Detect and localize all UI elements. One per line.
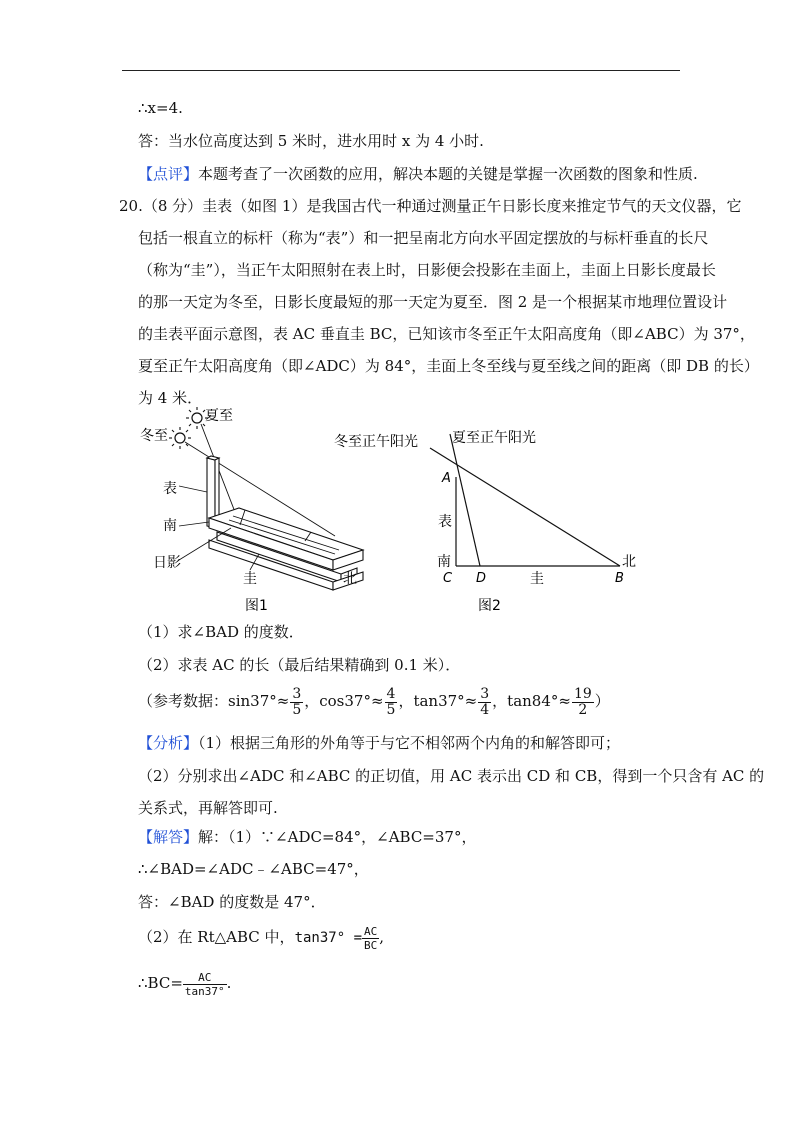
formula-text: tan37° = xyxy=(294,930,362,946)
ref-text: ） xyxy=(594,692,610,710)
figure-2-caption: 图2 xyxy=(478,598,501,614)
question-line: 为 4 米． xyxy=(138,389,203,407)
question-line: 的圭表平面示意图，表 AC 垂直圭 BC，已知该市冬至正午太阳高度角（即∠ABC）为 37°， xyxy=(138,325,755,343)
solution-text: ∴BC= xyxy=(138,974,183,992)
ref-text: ，cos37°≈ xyxy=(304,692,384,710)
label-winter-light: 冬至正午阳光 xyxy=(334,434,418,450)
label-xiazhi: 夏至 xyxy=(205,408,233,424)
question-line: 的那一天定为冬至，日影长度最短的那一天定为夏至．图 2 是一个根据某市地理位置设计 xyxy=(138,293,728,311)
fraction: $\frac{AC}{BC}$ xyxy=(364,924,378,952)
label-bei: 北 xyxy=(343,571,357,587)
point-a-label: A xyxy=(442,471,451,486)
review-tag: 【点评】 xyxy=(138,165,199,183)
text-line: 答：当水位高度达到 5 米时，进水用时 x 为 4 小时. xyxy=(138,132,484,150)
fraction: $\frac{AC}{\tan 37^\circ}$ xyxy=(184,970,225,998)
solution-line xyxy=(138,827,476,847)
subquestion-2: （2）求表 AC 的长（最后结果精确到 0.1 米）． xyxy=(138,656,461,674)
solution-line: ∴∠BAD=∠ADC﹣∠ABC=47°， xyxy=(138,860,369,878)
pointer-line xyxy=(179,522,209,526)
figure-2 xyxy=(330,420,660,620)
ref-text: （参考数据：sin37°≈ xyxy=(138,692,290,710)
fraction: $\frac{3}{4}$ xyxy=(480,685,490,718)
analysis-line: （2）分别求出∠ADC 和∠ABC 的正切值，用 AC 表示出 CD 和 CB，得到一个只含有 AC 的 xyxy=(138,767,765,785)
solution-text: , xyxy=(379,928,385,946)
label-summer-light: 夏至正午阳光 xyxy=(452,430,536,446)
ref-text: ，tan37°≈ xyxy=(398,692,478,710)
question-line: （称为“圭”），当正午太阳照射在表上时，日影便会投影在圭面上，圭面上日影长度最长 xyxy=(138,261,716,279)
question-line: 20.（8 分）圭表（如图 1）是我国古代一种通过测量正午日影长度来推定节气的天文仪器，它 xyxy=(119,197,742,215)
solution-line xyxy=(138,920,384,955)
label-biao: 表 xyxy=(438,514,452,530)
fraction: $\frac{4}{5}$ xyxy=(386,685,396,718)
point-d-label: D xyxy=(476,571,487,586)
point-b-label: B xyxy=(615,571,624,586)
label-bei: 北 xyxy=(622,554,636,570)
point-c-label: C xyxy=(443,571,453,586)
summer-light-line xyxy=(450,434,480,566)
solution-text: . xyxy=(226,974,232,992)
winter-light-line xyxy=(430,448,620,566)
solution-text: （2）在 Rt△ABC 中， xyxy=(138,928,295,946)
label-biao: 表 xyxy=(163,481,177,497)
sun-winter-icon xyxy=(169,427,191,449)
question-line: 夏至正午太阳高度角（即∠ADC）为 84°，圭面上冬至线与夏至线之间的距离（即 DB 的长） xyxy=(138,357,759,375)
analysis-text: （1）根据三角形的外角等于与它不相邻两个内角的和解答即可； xyxy=(198,734,621,752)
label-dongzhi: 冬至 xyxy=(140,428,168,444)
label-gui: 圭 xyxy=(530,571,544,587)
question-line: 包括一根直立的标杆（称为“表”）和一把呈南北方向水平固定摆放的与标杆垂直的长尺 xyxy=(138,229,709,247)
header-rule xyxy=(122,70,680,71)
solution-text: 解：（1）∵∠ADC=84°，∠ABC=37°， xyxy=(198,828,477,846)
solution-line xyxy=(138,966,231,1000)
pointer-line xyxy=(179,486,207,492)
reference-data xyxy=(138,684,610,718)
solution-line: 答：∠BAD 的度数是 47°． xyxy=(138,893,326,911)
label-riying: 日影 xyxy=(153,555,181,571)
label-nan: 南 xyxy=(437,554,451,570)
text-line: ∴x=4. xyxy=(138,99,183,117)
analysis-line xyxy=(138,733,620,753)
figure-1-caption: 图1 xyxy=(245,598,268,614)
analysis-line: 关系式，再解答即可. xyxy=(138,799,278,817)
analysis-tag: 【分析】 xyxy=(138,734,199,752)
label-nan: 南 xyxy=(163,518,177,534)
ref-text: ，tan84°≈ xyxy=(492,692,571,710)
label-gui: 圭 xyxy=(243,571,257,587)
fraction: $\frac{19}{2}$ xyxy=(573,685,592,718)
text-line xyxy=(138,164,698,184)
pointer-line xyxy=(179,528,231,560)
review-text: 本题考查了一次函数的应用，解决本题的关键是掌握一次函数的图象和性质. xyxy=(198,165,698,183)
solution-tag: 【解答】 xyxy=(138,828,199,846)
subquestion-1: （1）求∠BAD 的度数． xyxy=(138,623,304,641)
fraction: $\frac{3}{5}$ xyxy=(292,685,302,718)
